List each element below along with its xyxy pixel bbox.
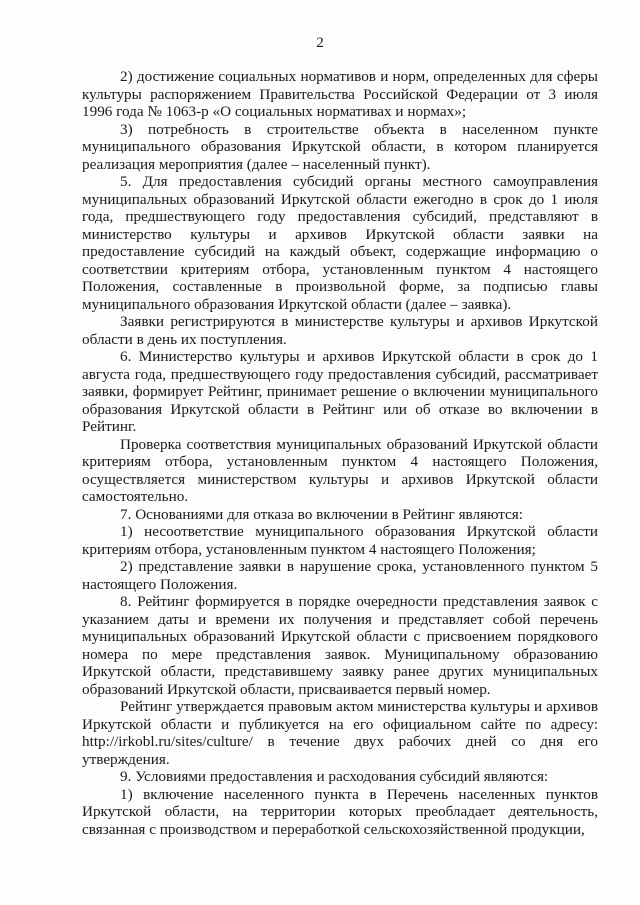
paragraph-item-2: 2) достижение социальных нормативов и норм, определенных для сферы культуры распоряжением Правительства Российской Федерации от 3 июля 1996 года № 1063-р «О социальных нормативах и нормах»; xyxy=(82,68,598,120)
paragraph-section-7: 7. Основаниями для отказа во включении в Рейтинг являются: xyxy=(120,505,524,523)
paragraph-rating-approval: Рейтинг утверждается правовым актом министерства культуры и архивов Иркутской области и публикуется на его официальном сайте по адресу: http://irkobl.ru/sites/culture/ в течение двух рабочих дней со дня его утверждения. xyxy=(82,698,598,768)
paragraph-section-6: 6. Министерство культуры и архивов Иркутской области в срок до 1 августа года, предшествующего году предоставления субсидий, рассматривает заявки, формирует Рейтинг, принимает решение о включении муниципального образования Иркутской области в Рейтинг или об отказе во включении в Рейтинг. xyxy=(82,348,598,435)
paragraph-section-5: 5. Для предоставления субсидий органы местного самоуправления муниципальных образований Иркутской области ежегодно в срок до 1 июля года, предшествующего году предоставления субсидий, представляют в министерство культуры и архивов Иркутской области заявки на предоставление субсидий на каждый объект, содержащие информацию о соответствии критериям отбора, установленным пунктом 4 настоящего Положения, составленные в произвольной форме, за подписью главы муниципального образования Иркутской области (далее – заявка). xyxy=(82,173,598,313)
paragraph-section-8: 8. Рейтинг формируется в порядке очередности представления заявок с указанием даты и времени их получения и представляет собой перечень муниципальных образований Иркутской области с присвоением порядкового номера по мере представления заявок. Муниципальному образованию Иркутской области, представившему заявку ранее других муниципальных образований Иркутской области, присваивается первый номер. xyxy=(82,593,598,698)
paragraph-refusal-2: 2) представление заявки в нарушение срока, установленного пунктом 5 настоящего Положения. xyxy=(82,558,598,593)
paragraph-condition-1: 1) включение населенного пункта в Перечень населенных пунктов Иркутской области, на территории которых преобладает деятельность, связанная с производством и переработкой сельскохозяйственной продукции, xyxy=(82,785,598,838)
paragraph-registration: Заявки регистрируются в министерстве культуры и архивов Иркутской области в день их поступления. xyxy=(82,313,598,348)
document-body xyxy=(82,68,598,838)
paragraph-refusal-1: 1) несоответствие муниципального образования Иркутской области критериям отбора, установленным пунктом 4 настоящего Положения; xyxy=(82,523,598,558)
page-number: 2 xyxy=(316,34,324,51)
paragraph-section-9: 9. Условиями предоставления и расходования субсидий являются: xyxy=(120,768,549,785)
paragraph-item-3: 3) потребность в строительстве объекта в населенном пункте муниципального образования Иркутской области, в котором планируется реализация мероприятия (далее – населенный пункт). xyxy=(82,120,598,173)
paragraph-verification: Проверка соответствия муниципальных образований Иркутской области критериям отбора, установленным пунктом 4 настоящего Положения, осуществляется министерством культуры и архивов Иркутской области самостоятельно. xyxy=(82,435,598,505)
